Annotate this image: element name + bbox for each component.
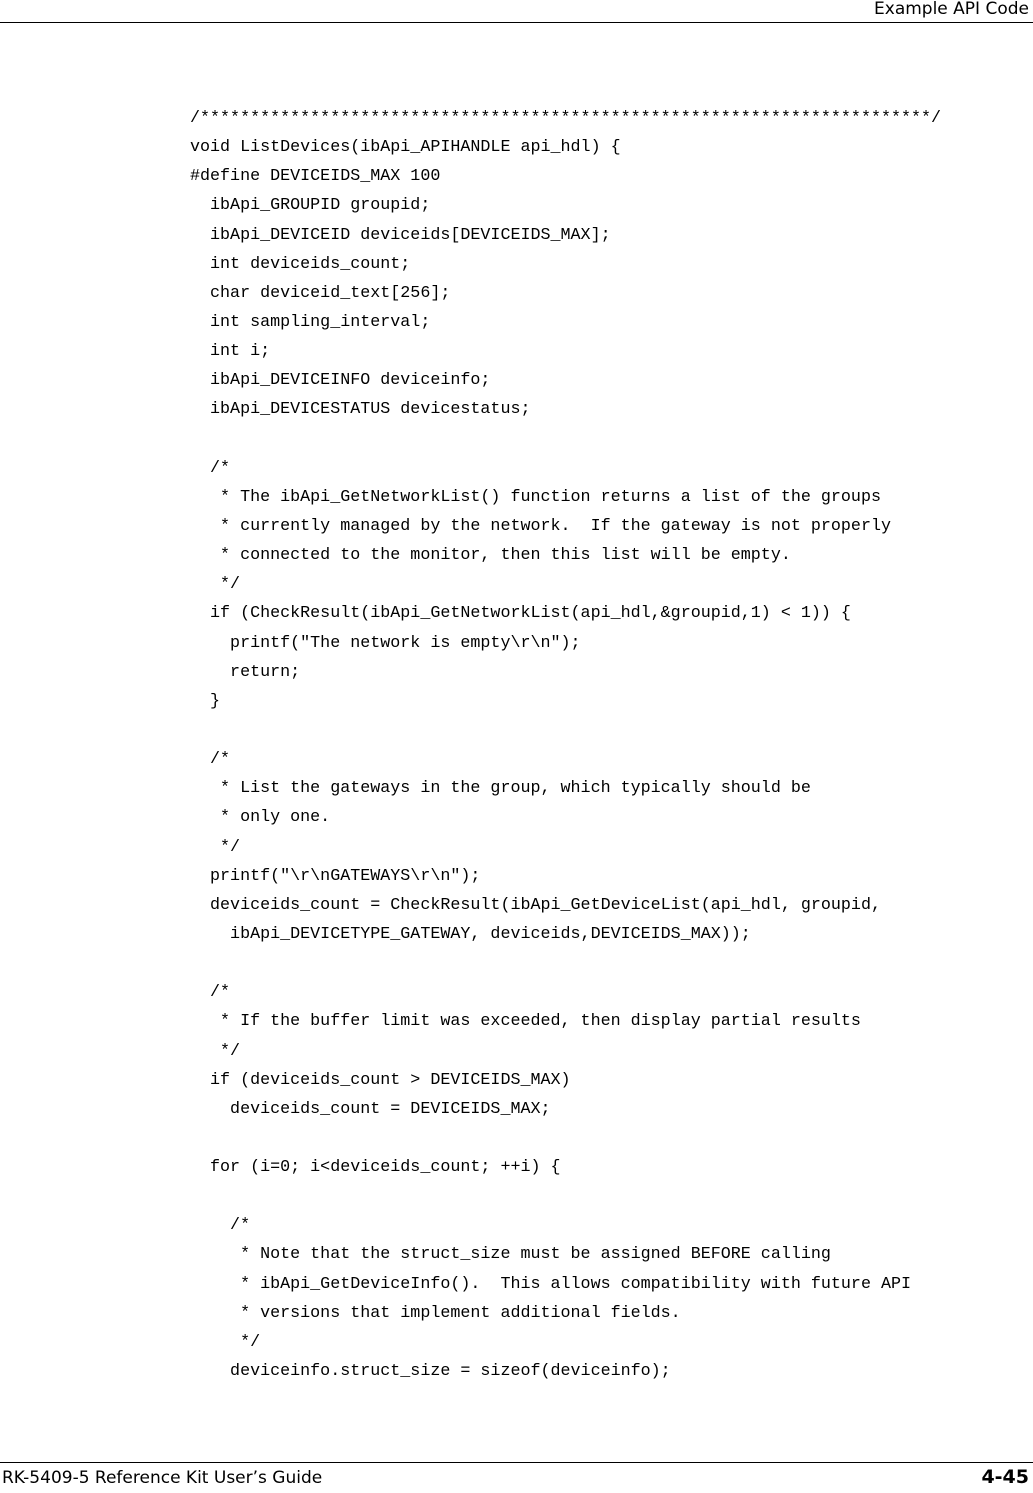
code-line: * List the gateways in the group, which typically should be [190,779,811,799]
code-line: /*************************************************************************/ [190,109,942,128]
code-line: for (i=0; i<deviceids_count; ++i) { [190,1158,561,1178]
code-line: /* [190,983,231,1003]
code-line [190,949,941,978]
code-line: deviceinfo.struct_size = sizeof(deviceinfo); [190,1362,671,1382]
code-line: int sampling_interval; [190,312,431,332]
code-line [190,1124,941,1153]
code-line: int deviceids_count; [190,254,411,274]
code-line: int i; [190,342,271,362]
code-line: } [190,691,221,711]
code-line: ibApi_GROUPID groupid; [190,196,431,216]
code-line: */ [190,837,241,857]
code-line: if (CheckResult(ibApi_GetNetworkList(api_hdl,&groupid,1) < 1)) { [190,604,851,624]
code-line: #define DEVICEIDS_MAX 100 [190,167,441,187]
code-line [190,716,941,745]
code-listing [190,104,941,1386]
code-line: ibApi_DEVICEINFO deviceinfo; [190,371,491,391]
footer-rule [0,1462,1033,1463]
code-line: if (deviceids_count > DEVICEIDS_MAX) [190,1070,571,1090]
code-line: */ [190,575,241,595]
code-line: * only one. [190,808,331,828]
code-line [190,425,941,454]
code-line: */ [190,1332,261,1352]
code-line: * The ibApi_GetNetworkList() function returns a list of the groups [190,487,881,507]
code-line: return; [190,662,301,682]
code-line: /* [190,458,231,478]
code-line [190,1182,941,1211]
header-title: Example API Code [874,0,1029,19]
code-line: ibApi_DEVICEID deviceids[DEVICEIDS_MAX]; [190,225,611,245]
footer-guide-title: RK-5409-5 Reference Kit User’s Guide [2,1468,323,1488]
code-line: * connected to the monitor, then this list will be empty. [190,546,791,566]
code-line: ibApi_DEVICESTATUS devicestatus; [190,400,531,420]
page-number: 4-45 [981,1466,1029,1488]
code-line: deviceids_count = CheckResult(ibApi_GetDeviceList(api_hdl, groupid, [190,895,881,915]
code-line: */ [190,1041,241,1061]
code-line: printf("The network is empty\r\n"); [190,633,581,653]
code-line: deviceids_count = DEVICEIDS_MAX; [190,1099,551,1119]
code-line: void ListDevices(ibApi_APIHANDLE api_hdl) { [190,138,621,158]
code-line: * currently managed by the network. If the gateway is not properly [190,516,891,536]
code-line: * If the buffer limit was exceeded, then display partial results [190,1012,861,1032]
code-line: * ibApi_GetDeviceInfo(). This allows compatibility with future API [190,1274,912,1294]
code-line: printf("\r\nGATEWAYS\r\n"); [190,866,481,886]
code-line: /* [190,1216,251,1236]
code-line: * Note that the struct_size must be assigned BEFORE calling [190,1245,831,1265]
code-line: * versions that implement additional fields. [190,1303,681,1323]
code-line: char deviceid_text[256]; [190,283,451,303]
code-line: /* [190,750,231,770]
code-line: ibApi_DEVICETYPE_GATEWAY, deviceids,DEVICEIDS_MAX)); [190,924,751,944]
header-rule [0,22,1033,23]
